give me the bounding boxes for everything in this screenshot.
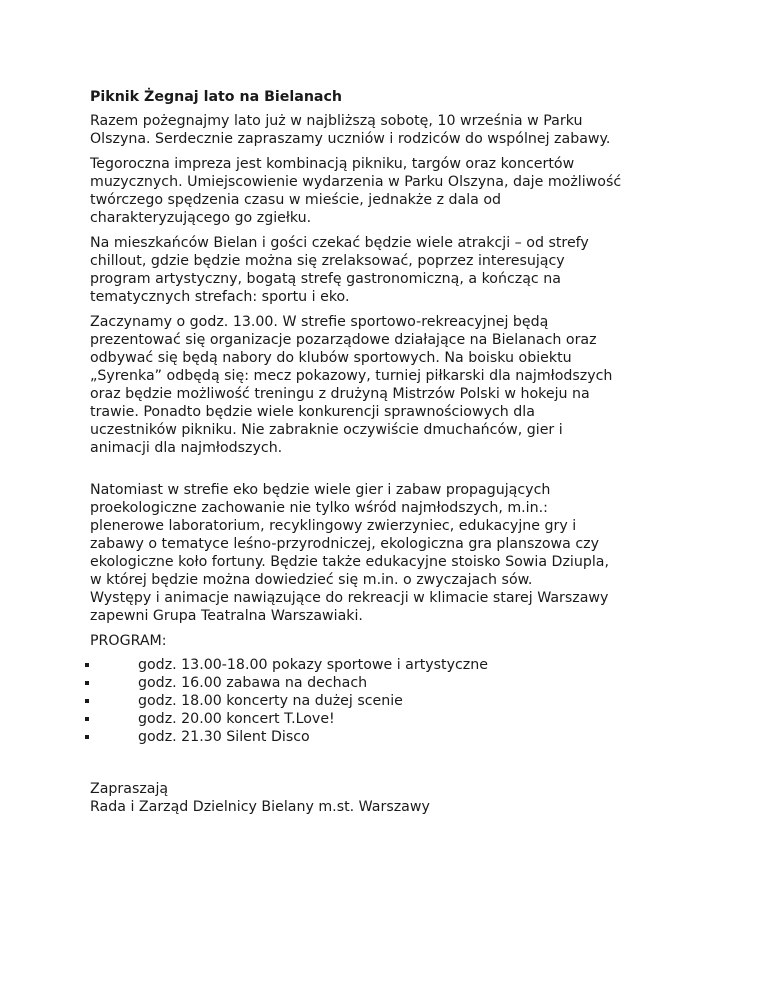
program-item-text: godz. 13.00-18.00 pokazy sportowe i artystyczne	[138, 657, 488, 673]
paragraph-eco-zone: Natomiast w strefie eko będzie wiele gier i zabaw propagujących proekologiczne zachowanie nie tylko wśród najmłodszych, m.in.: plenerowe laboratorium, recyklingowy zwierzyniec, edukacyjne gry i zabawy o tematyce leśno-przyrodniczej, ekologiczna gra planszowa czy ekologiczne koło fortuny. Będzie także edukacyjne stoisko Sowia Dziupla, w której będzie można dowiedzieć się m.in. o zwyczajach sów. Występy i animacje nawiązujące do rekreacji w klimacie starej Warszawy zapewni Grupa Teatralna Warszawiaki.	[90, 482, 609, 624]
square-bullet-icon	[85, 663, 89, 667]
paragraph-sports-zone: Zaczynamy o godz. 13.00. W strefie sportowo-rekreacyjnej będą prezentować się organizacje pozarządowe działające na Bielanach oraz odbywać się będą nabory do klubów sportowych. Na boisku obiektu „Syrenka” odbędą się: mecz pokazowy, turniej piłkarski dla najmłodszych oraz będzie możliwość treningu z drużyną Mistrzów Polski w hokeju na trawie. Ponadto będzie wiele konkurencji sprawnościowych dla uczestników pikniku. Nie zabraknie oczywiście dmuchańców, gier i animacji dla najmłodszych.	[90, 314, 613, 456]
program-item-text: godz. 21.30 Silent Disco	[138, 729, 310, 745]
square-bullet-icon	[85, 735, 89, 739]
paragraph-intro: Razem pożegnajmy lato już w najbliższą sobotę, 10 września w Parku Olszyna. Serdecznie zapraszamy uczniów i rodziców do wspólnej zabawy.	[90, 113, 611, 147]
blank-line	[90, 464, 730, 481]
program-item	[0, 710, 730, 728]
square-bullet-icon	[85, 681, 89, 685]
document-page	[90, 88, 730, 816]
document-title: Piknik Żegnaj lato na Bielanach	[90, 89, 343, 105]
program-item-text: godz. 20.00 koncert T.Love!	[138, 711, 335, 727]
program-item	[0, 656, 730, 674]
closing-signature: Zapraszają Rada i Zarząd Dzielnicy Bielany m.st. Warszawy	[90, 781, 430, 815]
program-item	[0, 692, 730, 710]
program-item-text: godz. 16.00 zabawa na dechach	[138, 675, 368, 691]
program-list	[0, 656, 730, 746]
program-heading: PROGRAM:	[90, 633, 167, 649]
program-item	[0, 674, 730, 692]
paragraph-attractions: Na mieszkańców Bielan i gości czekać będzie wiele atrakcji – od strefy chillout, gdzie będzie można się zrelaksować, poprzez interesujący program artystyczny, bogatą strefę gastronomiczną, a kończąc na tematycznych strefach: sportu i eko.	[90, 235, 589, 305]
program-item-text: godz. 18.00 koncerty na dużej scenie	[138, 693, 403, 709]
program-item	[0, 728, 730, 746]
square-bullet-icon	[85, 699, 89, 703]
paragraph-event-description: Tegoroczna impreza jest kombinacją pikniku, targów oraz koncertów muzycznych. Umiejscowienie wydarzenia w Parku Olszyna, daje możliwość twórczego spędzenia czasu w mieście, jednakże z dala od charakteryzującego go zgiełku.	[90, 156, 622, 226]
square-bullet-icon	[85, 717, 89, 721]
